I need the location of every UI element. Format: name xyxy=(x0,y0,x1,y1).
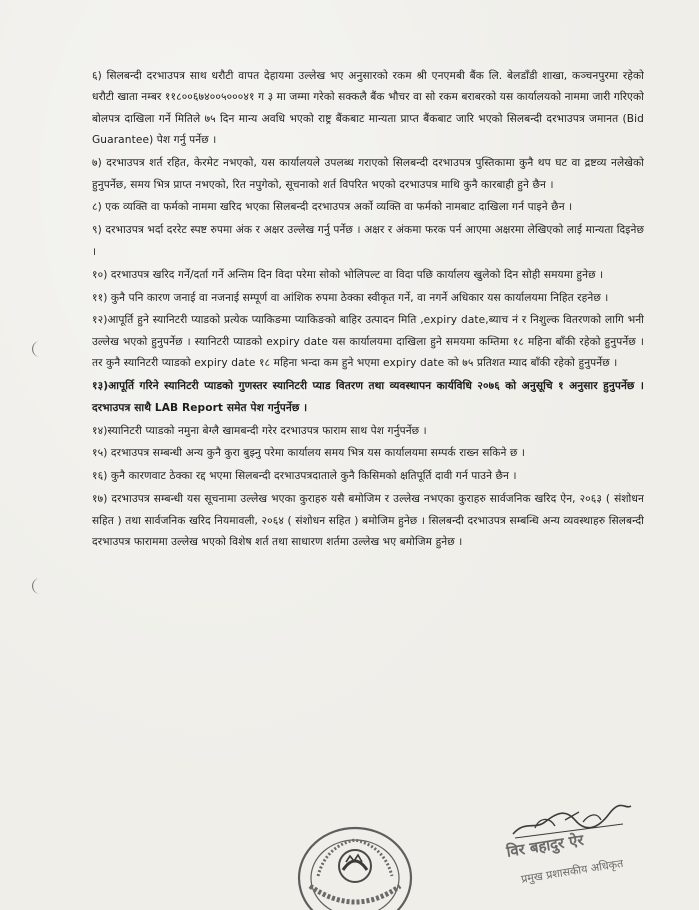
notice-body xyxy=(92,66,644,555)
clause-7: ७) दरभाउपत्र शर्त रहित, केरमेट नभएको, यस कार्यालयले उपलब्ध गराएको सिलबन्दी दरभाउपत्र पुस्तिकामा कुनै थप घट वा द्रष्टव्य नलेखेको हुनुपर्नेछ, समय भित्र प्राप्त नभएको, रित नपुगेको, सूचनाको शर्त विपरित भएको दरभाउपत्र माथि कुनै कारबाही हुने छैन । xyxy=(92,157,644,191)
clause-17: १७) दरभाउपत्र सम्बन्धी यस सूचनामा उल्लेख भएका कुराहरु यसै बमोजिम र उल्लेख नभएका कुराहरु सार्वजनिक खरिद ऐन, २०६३ ( संशोधन सहित ) तथा सार्वजनिक खरिद नियमावली, २०६४ ( संशोधन सहित ) बमोजिम हुनेछ । सिलबन्दी दरभाउपत्र सम्बन्धि अन्य व्यवस्थाहरु सिलबन्दी दरभाउपत्र फाराममा उल्लेख भएको विशेष शर्त तथा साधारण शर्तमा उल्लेख भए बमोजिम हुनेछ । xyxy=(92,493,644,549)
signatory-title: प्रमुख प्रशासकीय अधिकृत xyxy=(520,856,625,886)
clause-10: १०) दरभाउपत्र खरिद गर्ने/दर्ता गर्ने अन्तिम दिन विदा परेमा सोको भोलिपल्ट वा विदा पछि कार्यालय खुलेको दिन सोही समयमा हुनेछ । xyxy=(92,268,604,281)
office-seal-stamp xyxy=(296,826,414,910)
clause-14: १४)स्यानिटरी प्याडको नमुना बेग्लै खामबन्दी गरेर दरभाउपत्र फाराम साथ पेश गर्नुपर्नेछ । xyxy=(92,424,427,437)
margin-crescent-mark xyxy=(30,340,44,358)
clause-8: ८) एक व्यक्ति वा फर्मको नाममा खरिद भएका सिलबन्दी दरभाउपत्र अर्को व्यक्ति वा फर्मको नामबाट दाखिला गर्न पाइने छैन । xyxy=(92,201,573,214)
signatory-name: विर बहादुर ऐर xyxy=(505,830,585,861)
clause-16: १६) कुनै कारणवाट ठेक्का रद्द भएमा सिलबन्दी दरभाउपत्रदाताले कुनै किसिमको क्षतिपूर्ति दावी गर्न पाउने छैन । xyxy=(92,470,517,483)
margin-crescent-mark-2 xyxy=(30,577,44,595)
clause-15: १५) दरभाउपत्र सम्बन्धी अन्य कुनै कुरा बुझ्नु परेमा कार्यालय समय भित्र यस कार्यालयमा सम्पर्क राख्न सकिने छ । xyxy=(92,447,526,460)
clause-12: १२)आपूर्ति हुने स्यानिटरी प्याडको प्रत्येक प्याकिङमा प्याकिङको बाहिर उत्पादन मिति ,expiry date,ब्याच नं र निशुल्क वितरणको लागि भनी उल्लेख भएको हुनुपर्नेछ । स्यानिटरी प्याडको expiry date यस कार्यालयमा दाखिला हुने समयमा कम्तिमा १८ महिना बाँकी रहेको हुनुपर्नेछ । तर कुनै स्यानिटरी प्याडको expiry date १८ महिना भन्दा कम हुने भएमा expiry date को ७५ प्रतिशत म्याद बाँकी रहेको हुनुपर्नेछ । xyxy=(92,314,644,370)
clause-13: १३)आपूर्ति गरिने स्यानिटरी प्याडको गुणस्तर स्यानिटरी प्याड वितरण तथा व्यवस्थापन कार्यविधि २०७६ को अनुसूचि १ अनुसार हुनुपर्नेछ । दरभाउपत्र साथै LAB Report समेत पेश गर्नुपर्नेछ । xyxy=(92,380,644,414)
clause-11: ११) कुनै पनि कारण जनाई वा नजनाई सम्पूर्ण वा आंशिक रुपमा ठेक्का स्वीकृत गर्ने, वा नगर्ने अधिकार यस कार्यालयमा निहित रहनेछ । xyxy=(92,291,609,304)
clause-6: ६) सिलबन्दी दरभाउपत्र साथ धरौटी वापत देहायमा उल्लेख भए अनुसारको रकम श्री एनएमबी बैंक लि. बेलडाँडी शाखा, कञ्चनपुरमा रहेको धरौटी खाता नम्बर ११८००६७४००५०००४१ ग ३ मा जम्मा गरेको सक्कलै बैंक भौचर वा सो रकम बराबरको यस कार्यालयको नाममा जारी गरिएको बोलपत्र दाखिला गर्ने मितिले ७५ दिन मान्य अवधि भएको राष्ट्र बैंकबाट मान्यता प्राप्त बैंकबाट जारि भएको सिलबन्दी दरभाउपत्र जमानत (Bid Guarantee) पेश गर्नु पर्नेछ । xyxy=(92,70,644,147)
clause-9: ९) दरभाउपत्र भर्दा दररेट स्पष्ट रुपमा अंक र अक्षर उल्लेख गर्नु पर्नेछ । अक्षर र अंकमा फरक पर्न आएमा अक्षरमा लेखिएको लाई मान्यता दिइनेछ । xyxy=(92,224,644,258)
